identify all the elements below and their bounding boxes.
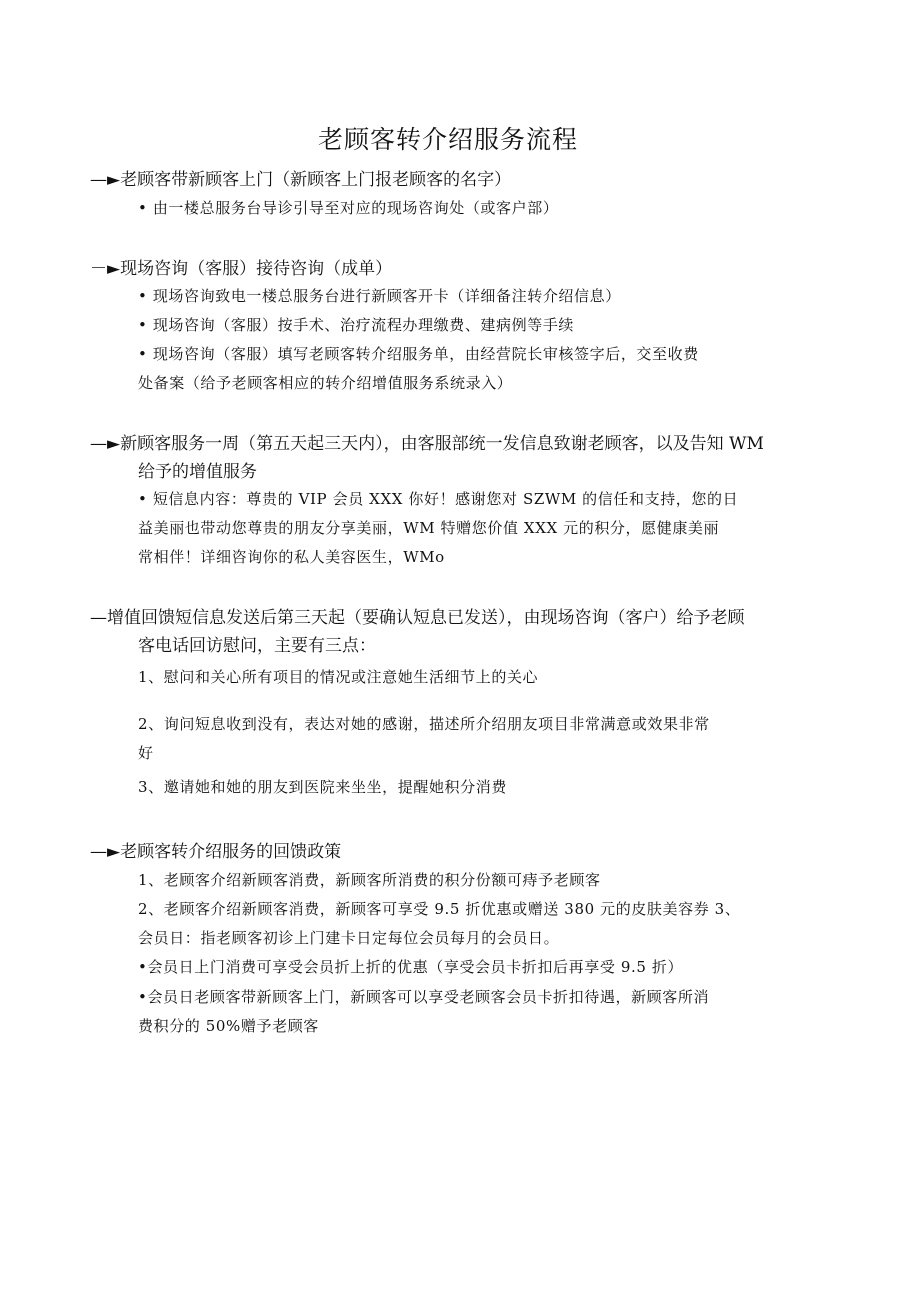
section-heading: —►新顾客服务一周（第五天起三天内），由客服部统一发信息致谢老顾客，以及告知 WM bbox=[90, 434, 764, 454]
sms-content-line: 益美丽也带动您尊贵的朋友分享美丽，WM 特赠您价值 XXX 元的积分，愿健康美丽 bbox=[138, 519, 720, 537]
section-heading-cont: 给予的增值服务 bbox=[138, 462, 257, 482]
bullet-line: • 现场咨询（客服）按手术、治疗流程办理缴费、建病例等手续 bbox=[138, 316, 575, 334]
policy-item: 会员日：指老顾客初诊上门建卡日定每位会员每月的会员日。 bbox=[138, 929, 560, 947]
section-heading: —►老顾客转介绍服务的回馈政策 bbox=[90, 842, 342, 862]
numbered-item: 1、慰问和关心所有项目的情况或注意她生活细节上的关心 bbox=[138, 668, 539, 686]
bullet-line: • 现场咨询（客服）填写老顾客转介绍服务单，由经营院长审核签字后，交至收费 bbox=[138, 345, 699, 363]
bullet-line: • 由一楼总服务台导诊引导至对应的现场咨询处（或客户部） bbox=[138, 199, 559, 217]
numbered-item: 2、询问短息收到没有，表达对她的感谢，描述所介绍朋友项目非常满意或效果非常 bbox=[138, 715, 710, 733]
policy-item: 2、老顾客介绍新顾客消费，新顾客可享受 9.5 折优惠或赠送 380 元的皮肤美容券 3、 bbox=[138, 900, 741, 918]
sms-content-line: • 短信息内容：尊贵的 VIP 会员 XXX 你好！感谢您对 SZWM 的信任和支持，您的日 bbox=[138, 490, 739, 508]
section-heading: —增值回馈短信息发送后第三天起（要确认短息已发送），由现场咨询（客户）给予老顾 bbox=[90, 608, 745, 628]
bullet-line: • 现场咨询致电一楼总服务台进行新顾客开卡（详细备注转介绍信息） bbox=[138, 287, 621, 305]
policy-item: •会员日老顾客带新顾客上门，新顾客可以享受老顾客会员卡折扣待遇，新顾客所消 bbox=[138, 988, 710, 1006]
sms-content-line: 常相伴！详细咨询你的私人美容医生，WMo bbox=[138, 548, 445, 566]
section-heading: －►现场咨询（客服）接待咨询（成单） bbox=[90, 259, 393, 279]
policy-item-cont: 费积分的 50%赠予老顾客 bbox=[138, 1017, 319, 1035]
numbered-item: 3、邀请她和她的朋友到医院来坐坐，提醒她积分消费 bbox=[138, 778, 507, 796]
section-heading: —►老顾客带新顾客上门（新顾客上门报老顾客的名字） bbox=[90, 170, 512, 190]
policy-item: 1、老顾客介绍新顾客消费，新顾客所消费的积分份额可痔予老顾客 bbox=[138, 871, 601, 889]
bullet-line-cont: 处备案（给予老顾客相应的转介绍增值服务系统录入） bbox=[138, 374, 513, 392]
page-title: 老顾客转介绍服务流程 bbox=[317, 125, 578, 154]
numbered-item-cont: 好 bbox=[138, 744, 154, 762]
policy-item: •会员日上门消费可享受会员折上折的优惠（享受会员卡折扣后再享受 9.5 折） bbox=[138, 958, 684, 976]
section-heading-cont: 客电话回访慰问，主要有三点： bbox=[138, 636, 376, 656]
